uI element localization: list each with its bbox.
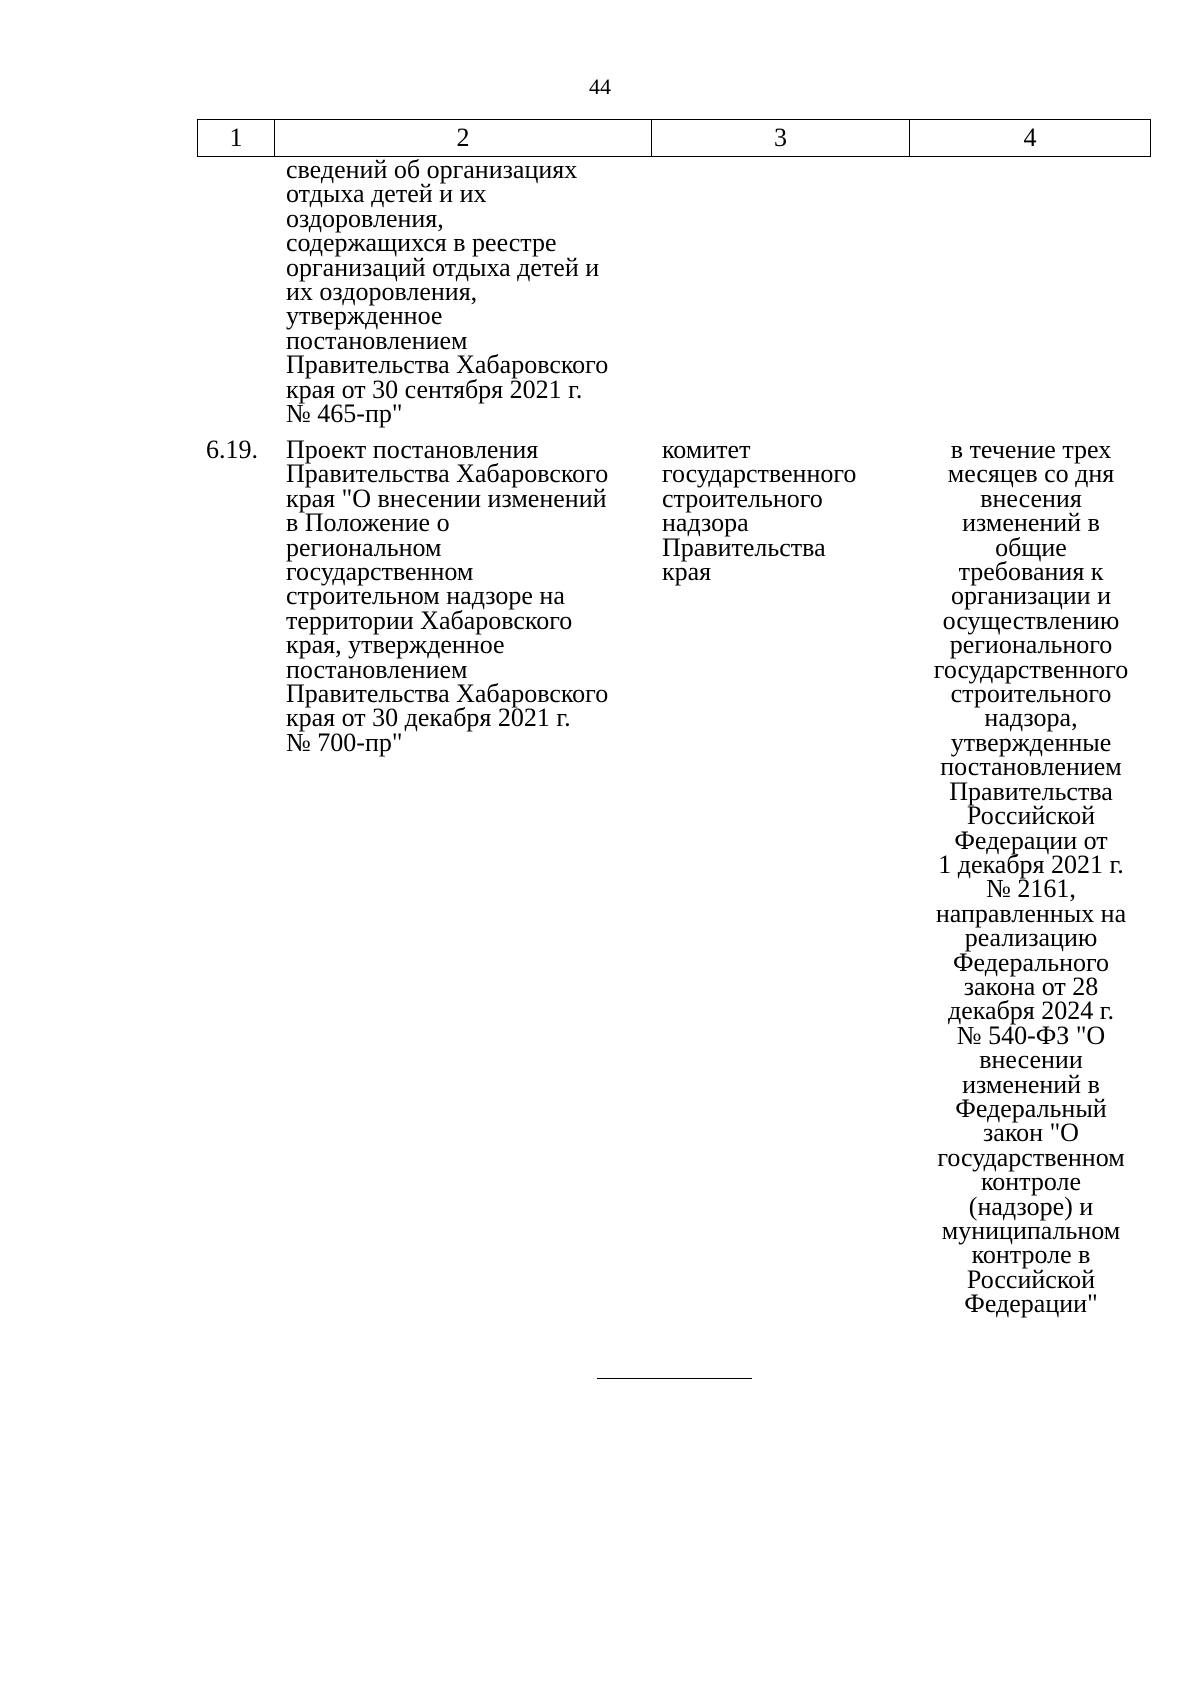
header-col-1: 1: [198, 120, 275, 157]
row-name-cell: Проект постановления Правительства Хабаровского края "О внесении изменений в Положение о региональном государственном строительном надзоре на территории Хабаровского края, утвержденное постановлением Правительства Хабаровского края от 30 декабря 2021 г. № 700-пр": [286, 435, 609, 757]
table-header: [197, 119, 1151, 157]
end-divider-line: [597, 1378, 752, 1379]
header-row: [198, 120, 1151, 157]
page-number: 44: [589, 74, 611, 99]
header-col-4: 4: [910, 120, 1151, 157]
row-number: 6.19.: [206, 435, 258, 464]
header-col-2: 2: [275, 120, 652, 157]
row-responsible-cell: комитет государственного строительного надзора Правительства края: [662, 435, 857, 587]
row-term-cell: в течение трех месяцев со дня внесения изменений в общие требования к организации и осуществлению регионального государственного строительного надзора, утвержденные постановлением Правительства Российской Федерации от 1 декабря 2021 г. № 2161, направленных на реализацию Федерального закона от 28 декабря 2024 г. № 540-ФЗ "О внесении изменений в Федеральный закон "О государственном контроле (надзоре) и муниципальном контроле в Российской Федерации": [933, 435, 1129, 1319]
header-col-3: 3: [652, 120, 910, 157]
continuation-name-cell: сведений об организациях отдыха детей и их оздоровления, содержащихся в реестре организаций отдыха детей и их оздоровления, утвержденное постановлением Правительства Хабаровского края от 30 сентября 2021 г. № 465-пр": [286, 155, 609, 429]
